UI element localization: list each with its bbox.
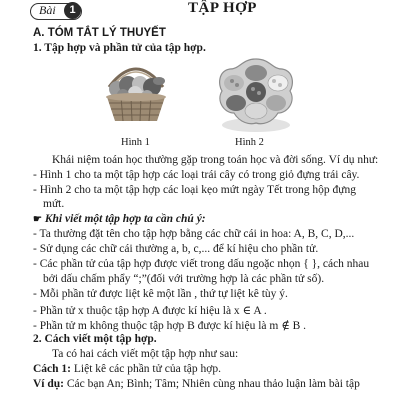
figure-1-caption: Hình 1 [121, 137, 150, 148]
note-line-1: - Ta thường đặt tên cho tập hợp bằng các chữ cái in hoa: A, B, C, D,... [33, 228, 355, 240]
subsection-heading-2: 2. Cách viết một tập hợp. [33, 333, 157, 345]
intro-line-3: - Hình 2 cho ta một tập hợp các loại kẹo mứt ngày Tết trong hộp đựng [33, 184, 357, 196]
lesson-word: Bài [39, 3, 56, 17]
intro-line-1: Khái niệm toán học thường gặp trong toán học và đời sống. Ví dụ như: [52, 154, 379, 166]
ways-intro: Ta có hai cách viết một tập hợp như sau: [52, 348, 239, 360]
page-title-text: TẬP HỢP [188, 0, 257, 16]
way-1-text: Liệt kê các phần tử của tập hợp. [71, 363, 221, 375]
candy-box-image [212, 53, 300, 135]
note-line-3b: bởi dấu chấm phẩy “;”(đối với trường hợp là các phần tử số). [43, 273, 325, 285]
figure-2-caption: Hình 2 [235, 137, 264, 148]
subsection-heading-1: 1. Tập hợp và phần tử của tập hợp. [33, 42, 206, 54]
pointing-hand-icon: ☛ [33, 214, 42, 225]
intro-line-2: - Hình 1 cho ta một tập hợp các loại trái cây có trong giỏ đựng trái cây. [33, 169, 360, 181]
way-1-label: Cách 1: [33, 363, 72, 375]
note-line-2: - Sử dụng các chữ cái thường a, b, c,... để kí hiệu cho phần tử. [33, 243, 319, 255]
intro-line-3b: mứt. [43, 198, 65, 210]
note-line-5: - Phần tử x thuộc tập hợp A được kí hiệu là x ∈ A . [33, 305, 267, 317]
note-line-6: - Phần tử m không thuộc tập hợp B được kí hiệu là m ∉ B . [33, 320, 307, 332]
note-heading: Khi viết một tập hợp ta cần chú ý: [44, 213, 206, 225]
section-heading: A. TÓM TẮT LÝ THUYẾT [33, 27, 166, 39]
note-line-3: - Các phần tử của tập hợp được viết trong dấu ngoặc nhọn { }, cách nhau [33, 258, 370, 270]
example-label: Ví dụ: [33, 378, 64, 390]
fruit-basket-image [95, 57, 177, 125]
way-1-row [33, 363, 221, 375]
note-heading-row [33, 213, 206, 225]
example-text: Các bạn An; Bình; Tâm; Nhiên cùng nhau thảo luận làm bài tập [64, 378, 360, 390]
example-row [33, 378, 360, 390]
page-title [0, 0, 400, 17]
lesson-number: 1 [64, 2, 81, 19]
note-line-4: - Mỗi phần tử được liệt kê một lần , thứ tự liệt kê tùy ý. [33, 288, 288, 300]
